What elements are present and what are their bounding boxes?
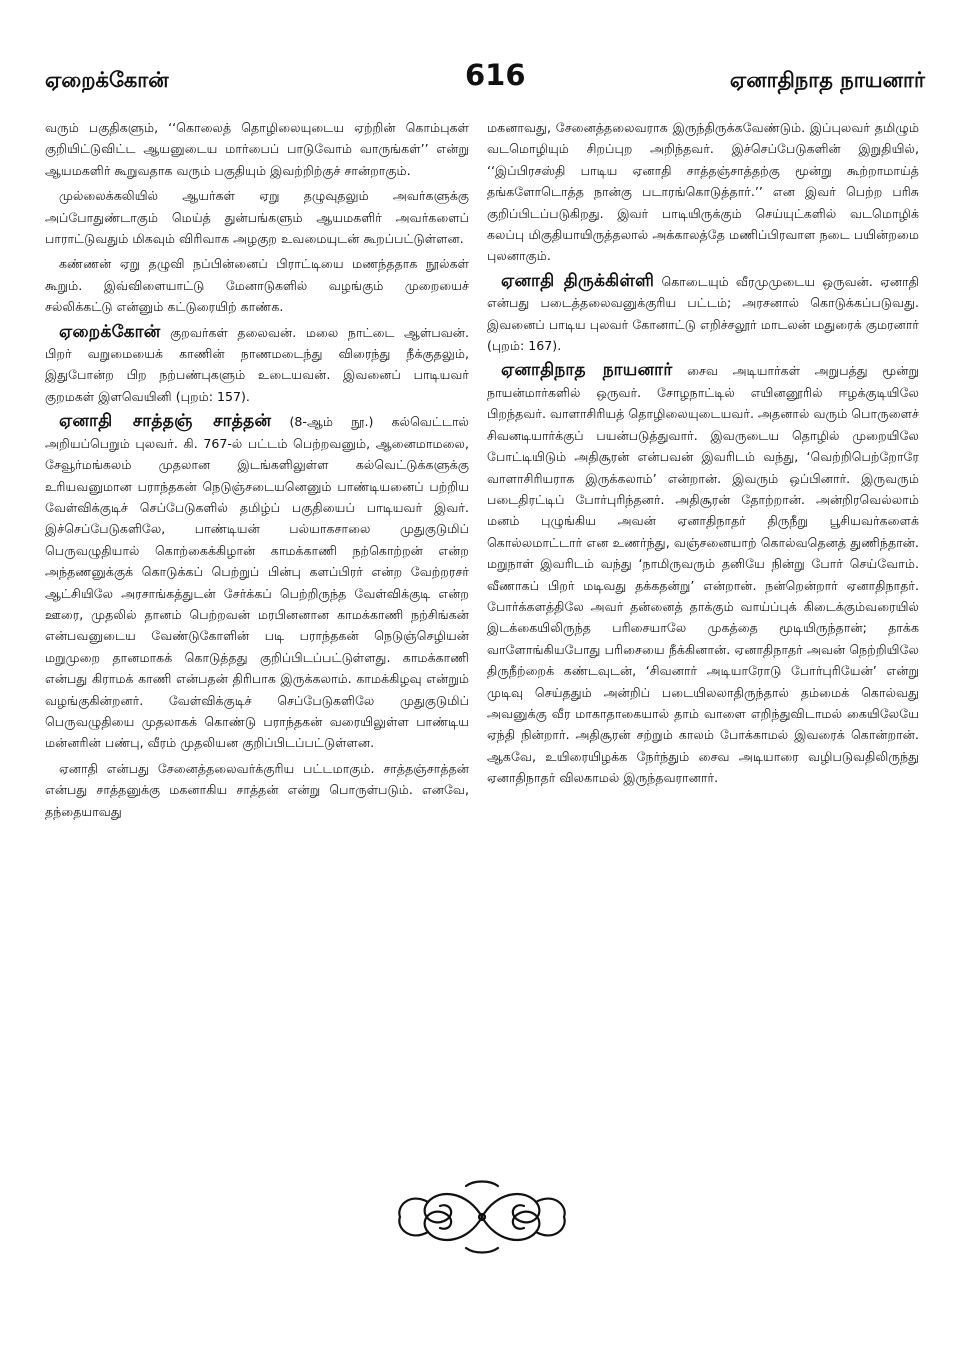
end-ornament-icon <box>388 1180 576 1254</box>
page-header <box>45 58 925 98</box>
entry-headword: ஏனாதி திருக்கிள்ளி <box>501 270 655 291</box>
entry-headword: ஏறைக்கோன் <box>59 321 161 342</box>
paragraph: முல்லைக்கலியில் ஆயர்கள் ஏறு தழுவுதலும் அவர்களுக்கு அப்போதுண்டாகும் மெய்த் துன்பங்களும் ஆயமகளிர் அவர்களைப் பாராட்டுவதும் மிகவும் விரிவாக அழகுற உவமையுடன் கூறப்பட்டுள்ளன. <box>45 188 469 247</box>
entry-headword: ஏனாதி சாத்தஞ் சாத்தன் <box>59 411 272 432</box>
entry-body: கொடையும் வீரமுமுடைய ஒருவன். ஏனாதி என்பது படைத்தலைவனுக்குரிய பட்டம்; அரசனால் கொடுக்கப்படுவது. இவனைப் பாடிய புலவர் கோனாட்டு எறிச்சலூர் மாடலன் மதுரைக் குமரனார் (புறம்: 167). <box>487 273 919 354</box>
entry-eraikkon <box>45 322 469 408</box>
right-column <box>487 117 919 793</box>
left-guide-word: ஏறைக்கோன் <box>45 68 169 92</box>
paragraph-continued: வரும் பகுதிகளும், ‘‘கொலைத் தொழிலையுடைய ஏற்றின் கொம்புகள் குறியிட்டுவிட்ட ஆயனுடைய மார்பைப் பாடுவோம் வாருங்கள்’’ என்று ஆயமகளிர் கூறுவதாக வரும் பகுதியும் இவற்றிற்குச் சான்றாகும். <box>45 120 469 178</box>
entry-body: குறவர்கள் தலைவன். மலை நாட்டை ஆள்பவன். பிறர் வறுமையைக் காணின் நாணமடைந்து விரைந்து நீக்குதலும், இதுபோன்ற பிற நற்பண்புகளும் உடையவன். இவனைப் பாடியவர் குறமகள் இளவெயினி (புறம்: 157). <box>45 324 469 404</box>
page-number: 616 <box>465 58 526 92</box>
right-guide-word: ஏனாதிநாத நாயனார் <box>729 68 925 92</box>
left-column <box>45 117 469 826</box>
paragraph-continued: மகனாவது, சேனைத்தலைவராக இருந்திருக்கவேண்டும். இப்புலவர் தமிழும் வடமொழியும் சிறப்புற அறிந்தவர். இச்செப்பேடுகளின் இறுதியில், ‘‘இப்பிரசஸ்தி பாடிய ஏனாதி சாத்தஞ்சாத்தற்கு மூன்று கூற்றாமாய்த் தங்களோடொத்த நான்கு படாரங்கொடுத்தார்.’’ என இவர் பெற்ற பரிசு குறிப்பிடப்படுகிறது. இவர் பாடியிருக்கும் செய்யுட்களில் வடமொழிக் கலப்பு மிகுதியாயிருத்தலால் அக்காலத்தே மணிப்பிரவாள நடை பயின்றமை புலனாகும். <box>487 120 919 264</box>
entry-body: சைவ அடியார்கள் அறுபத்து மூன்று நாயன்மார்களில் ஒருவர். சோழநாட்டில் எயினனூரில் ஈழக்குடியிலே பிறந்தவர். வாளாசிரியத் தொழிலையுடையவர். அதனால் வரும் பொருளைச் சிவனடியார்க்குப் பயன்படுத்துவார். இவருடைய தொழில் முறையிலே போட்டியிடும் அதிசூரன் என்பவன் இவரிடம் வந்து, ‘வெற்றிபெற்றோரே வாளாசிரியராக இருக்கலாம்’ என்றான். இவரும் ஒப்பினார். இருவரும் படைதிரட்டிப் போர்புரிந்தனர். அதிசூரன் தோற்றான். அன்றிரவெல்லாம் மனம் புழுங்கிய அவன் ஏனாதிநாதர் திருநீறு பூசியவர்களைக் கொல்லமாட்டார் என உணர்ந்து, வஞ்சனையாற் கொல்வதெனத் துணிந்தான். மறுநாள் இவரிடம் வந்து ‘நாமிருவரும் தனியே நின்று போர் செய்வோம். வீணாகப் பிறர் மடிவது தக்கதன்று’ என்றான். நன்றென்றார் ஏனாதிநாதர். போர்க்களத்திலே அவர் தன்னைத் தாக்கும் வாய்ப்புக் கிடைக்கும்வரையில் இடக்கையிலிருந்த பரிசையாலே முகத்தை மூடியிருந்தான்; தாக்க வாளோங்கியபோது பரிசையை நீக்கினான். ஏனாதிநாதர் அவன் நெற்றியிலே திருநீற்றைக் கண்டவுடன், ‘சிவனார் அடியாரோடு போர்புரியேன்’ என்று முடிவு செய்ததும் அன்றிப் படையிலலாதிருந்தால் தம்மைக் கொல்வது அவனுக்கு வீர மாகாதாகையால் தாம் வாளை எறிந்துவிடாமல் கையிலேயே ஏந்தி நின்றார். அதிசூரன் சற்றும் காலம் போக்காமல் இவரைக் கொன்றான். ஆகவே, உயிரையிழக்க நேர்ந்தும் சைவ அடியாரை வழிபடுவதிலிருந்து ஏனாதிநாதர் விலகாமல் இருந்தவரானார். <box>487 363 920 786</box>
entry-enathi-sathan <box>45 411 469 754</box>
entry-headword: ஏனாதிநாத நாயனார் <box>501 360 673 381</box>
paragraph: கண்ணன் ஏறு தழுவி நப்பின்னைப் பிராட்டியை மணந்ததாக நூல்கள் கூறும். இவ்விளையாட்டு மேனாடுகளில் வழங்கும் முறையைச் சல்லிக்கட்டு என்னும் கட்டுரையிற் காண்க. <box>45 256 469 315</box>
entry-enathinatha-nayanar <box>487 360 919 788</box>
entry-body: (8-ஆம் நூ.) கல்வெட்டால் அறியப்பெறும் புலவர். கி. 767-ல் பட்டம் பெற்றவனும், ஆனைமாமலை, சேவூர்மங்கலம் முதலான இடங்களிலுள்ள கல்வெட்டுக்களுக்கு உரியவனுமான பராந்தகன் நெடுஞ்சடையனெனும் பாண்டியனைப் பற்றிய வேள்விக்குடிச் செப்பேடுகளில் தமிழ்ப் பகுதியைப் பாடியவர் இவர். இச்செப்பேடுகளிலே, பாண்டியன் பல்யாகசாலை முதுகுடுமிப் பெருவழுதியால் கொற்கைக்கிழான் காமக்காணி நற்கொற்றன் என்ற அந்தணனுக்குக் கொடுக்கப் பெற்றுப் பின்பு களப்பிரர் என்ற வேற்றரசர் ஆட்சியிலே அரசாங்கத்துடன் சேர்க்கப் பெற்றிருந்த வேள்விக்குடி என்ற ஊரை, முதலில் தானம் பெற்றவன் மரபினனான காமக்காணி நற்சிங்கன் என்பவனுடைய வேண்டுகோளின் படி பராந்தகன் நெடுஞ்செழியன் மறுமுறை தானமாகக் கொடுத்தது குறிப்பிடப்பட்டுள்ளது. காமக்காணி என்பது கிராமக் காணி என்பதன் திரிபாக இருக்கலாம். காமக்கிழவு என்றும் வழங்குகின்றனர். வேள்விக்குடிச் செப்பேடுகளிலே முதுகுடுமிப் பெருவழுதியை முதலாகக் கொண்டு பராந்தகன் வரையிலுள்ள பாண்டிய மன்னரின் பண்பு, வீரம் முதலியன குறிப்பிடப்பட்டுள்ளன. <box>45 414 470 751</box>
paragraph: ஏனாதி என்பது சேனைத்தலைவர்க்குரிய பட்டமாகும். சாத்தஞ்சாத்தன் என்பது சாத்தனுக்கு மகனாகிய சாத்தன் என்று பொருள்படும். எனவே, தந்தையாவது <box>45 760 469 819</box>
entry-enathi-thirukkilli <box>487 271 919 357</box>
